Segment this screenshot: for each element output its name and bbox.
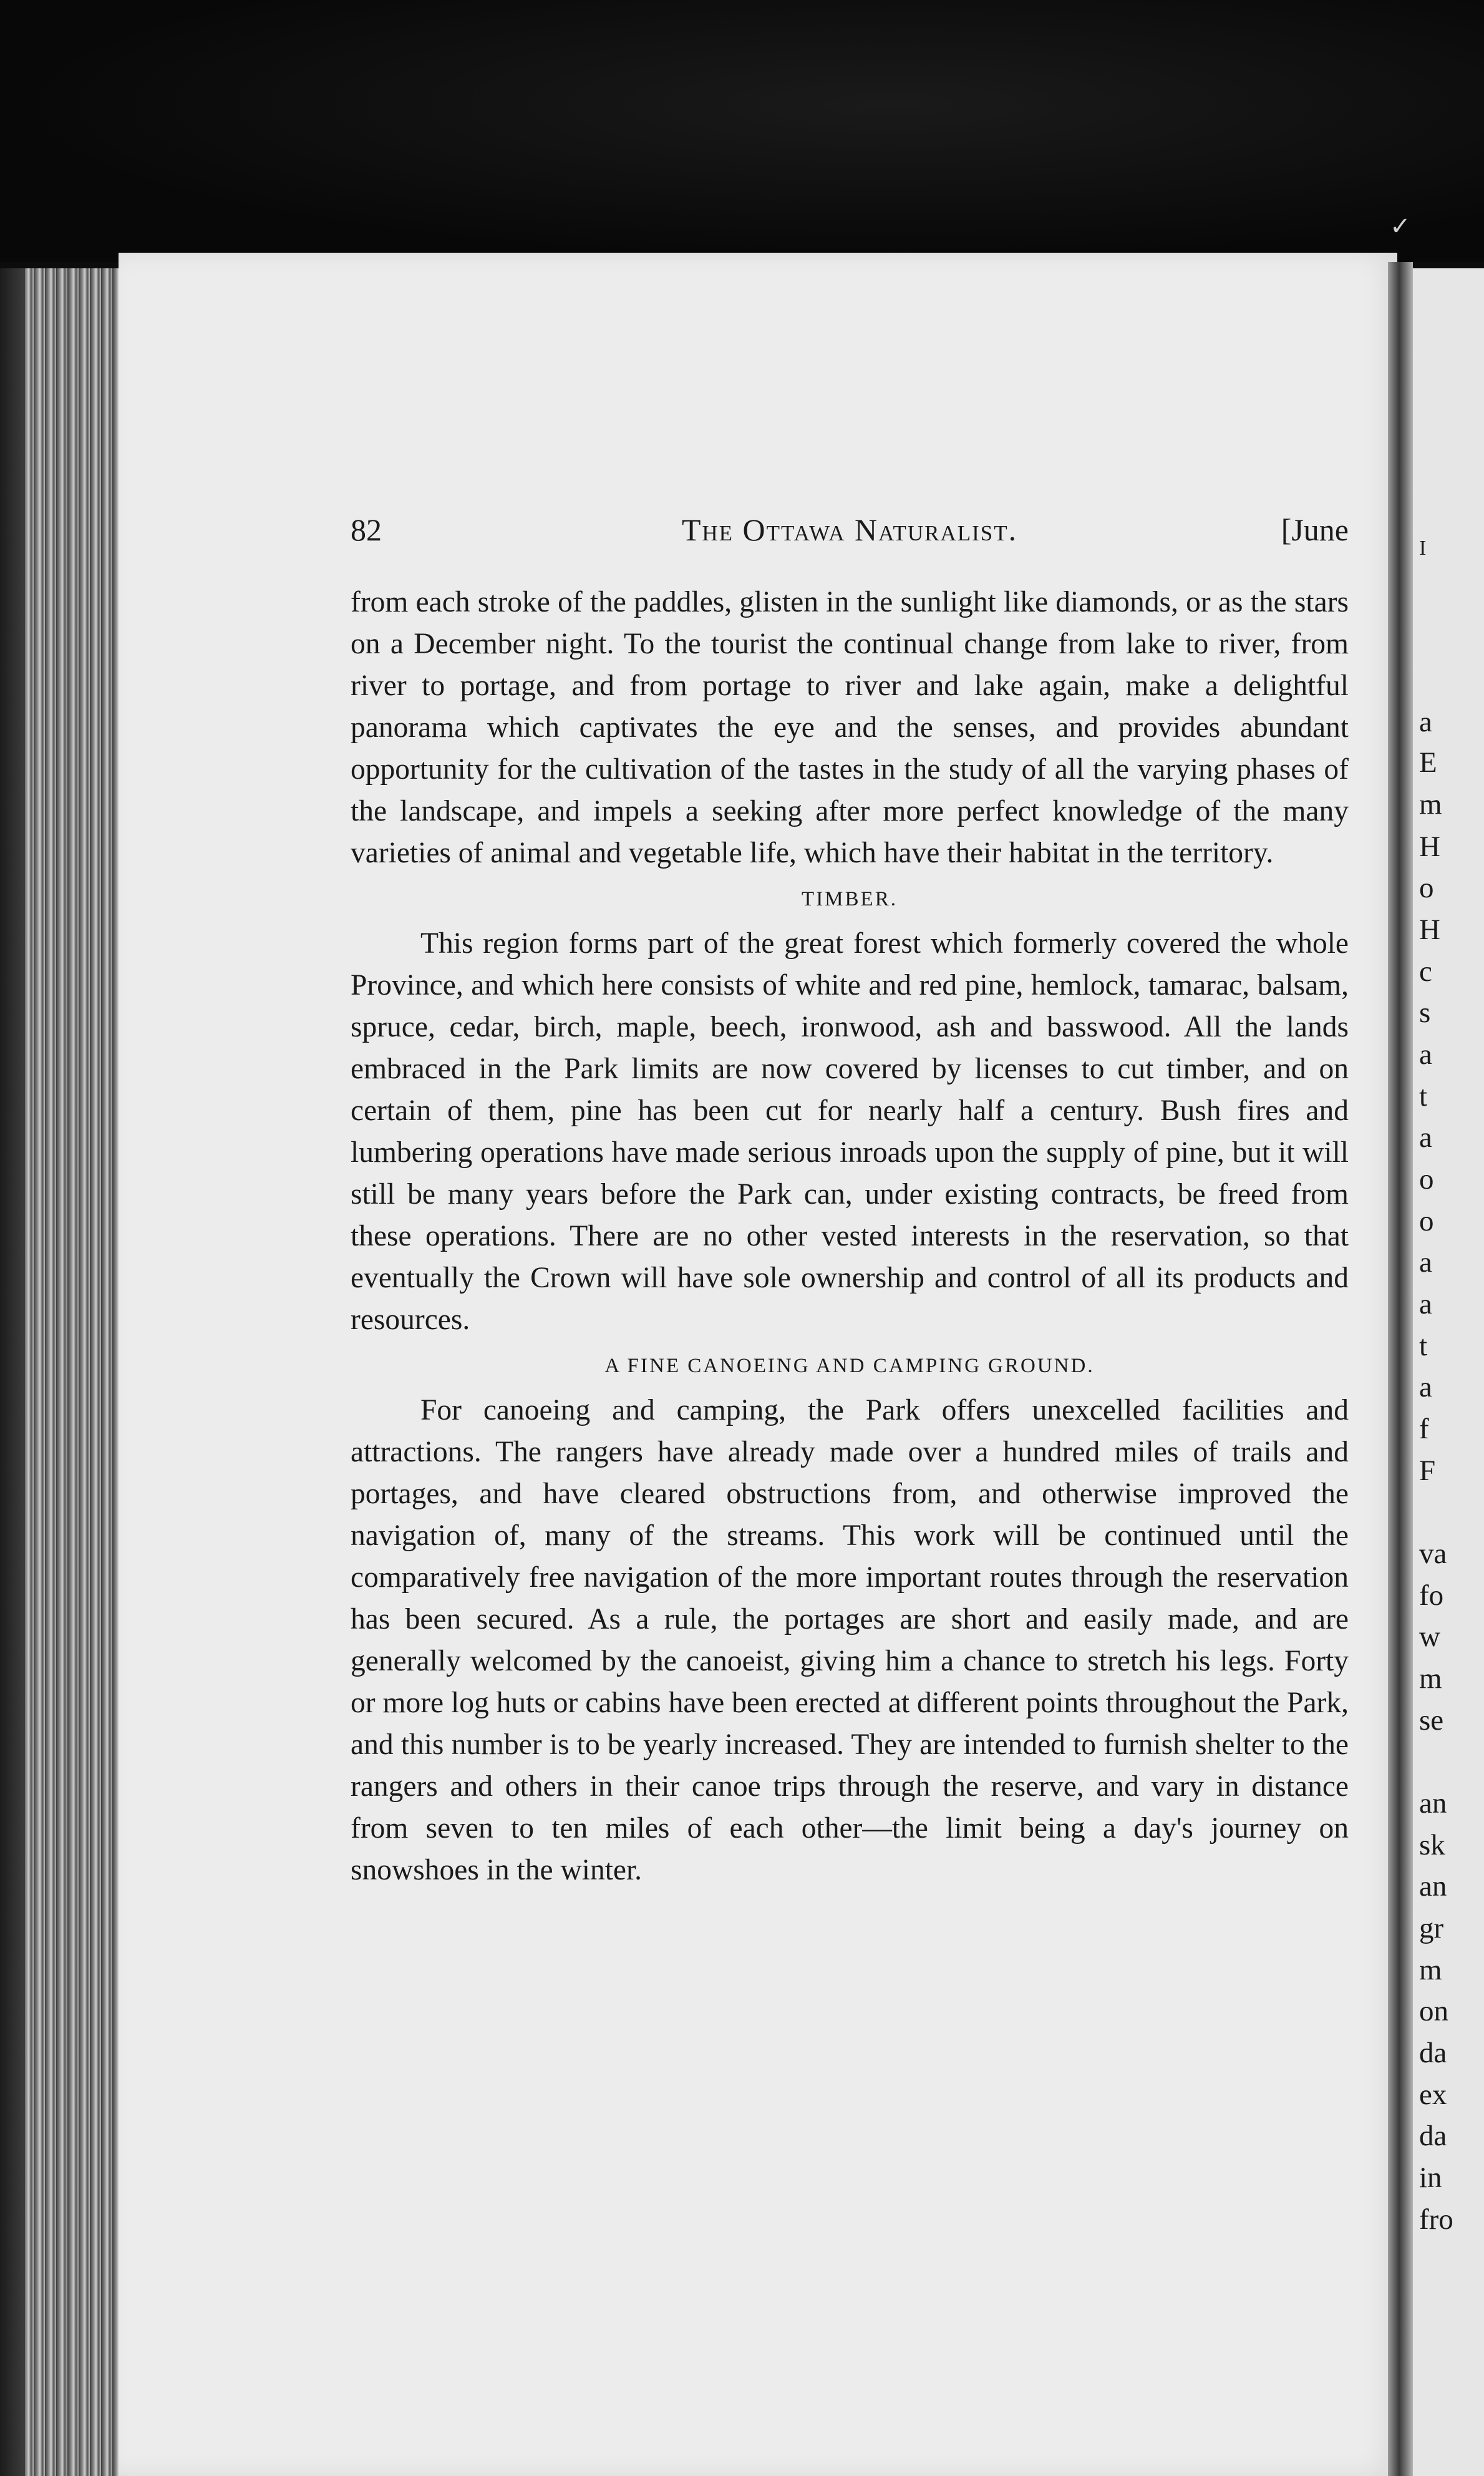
canoeing-paragraph: For canoeing and camping, the Park offers unexcelled facilities and attractions. The rangers have already made over a hundred miles of trails and portages, and have cleared obstructions from, and otherwise improved the navigation of, many of the streams. This work will be continued until the comparatively free navigation of the more important routes through the reservation has been secured. As a rule, the portages are short and easily made, and are generally welcomed by the canoeist, giving him a chance to stretch his legs. Forty or more log huts or cabins have been erected at different points throughout the Park, and this number is to be yearly increased. They are intended to furnish shelter to the rangers and others in their canoe trips through the reserve, and vary in distance from seven to ten miles of each other—the limit being a day's journey on snowshoes in the winter.	[351, 1394, 1349, 1886]
facing-page-fragment: an	[1419, 1870, 1447, 1903]
timber-heading: TIMBER.	[802, 888, 898, 910]
scan-mark: ✓	[1390, 212, 1411, 241]
facing-page-fragment: E	[1419, 746, 1437, 779]
dark-background	[0, 0, 1484, 262]
facing-page-fragment: a	[1419, 1288, 1432, 1320]
intro-paragraph: from each stroke of the paddles, glisten in the sunlight like diamonds, or as the stars on a December night. To the tourist the continual change from lake to river, from river to portage, and from portage to river and lake again, make a delightful panorama which captivates the eye and the senses, and provides abundant opportunity for the cultivation of the tastes in the study of all the varying phases of the landscape, and impels a seeking after more perfect knowledge of the many varieties of animal and vegetable life, which have their habitat in the territory.	[351, 586, 1349, 869]
facing-page-fragment: t	[1419, 1330, 1428, 1362]
facing-page-fragment: s	[1419, 997, 1431, 1029]
facing-page-fragment: t	[1419, 1080, 1428, 1113]
facing-page-fragment: a	[1419, 1038, 1432, 1071]
facing-page-fragment: in	[1419, 2162, 1442, 2194]
facing-page-fragment: m	[1419, 1954, 1442, 1986]
facing-page-fragment: fro	[1419, 2203, 1453, 2236]
facing-page-fragment: f	[1419, 1413, 1429, 1445]
journal-title: The Ottawa Naturalist.	[681, 512, 1018, 547]
facing-page-fragment: a	[1419, 1246, 1432, 1279]
facing-page-fragment: a	[1419, 706, 1432, 738]
facing-page-fragment: c	[1419, 955, 1432, 988]
facing-page-fragment: m	[1419, 1662, 1442, 1695]
facing-page-fragment: o	[1419, 1163, 1434, 1196]
article-body	[351, 582, 1349, 1891]
page-number: 82	[351, 512, 382, 547]
facing-page-fragment: a	[1419, 1121, 1432, 1154]
timber-paragraph: This region forms part of the great forest which formerly covered the whole Province, and which here consists of white and red pine, hemlock, tamarac, balsam, spruce, cedar, birch, maple, beech, ironwood, ash and basswood. All the lands embraced in the Park limits are now covered by licenses to cut timber, and on certain of them, pine has been cut for nearly half a century. Bush fires and lumbering operations have made serious inroads upon the supply of pine, but it will still be many years before the Park can, under existing contracts, be freed from these operations. There are no other vested interests in the reservation, so that eventually the Crown will have sole ownership and control of all its products and resources.	[351, 927, 1349, 1336]
facing-page-fragment: da	[1419, 2120, 1447, 2152]
facing-page-fragment: sk	[1419, 1829, 1445, 1861]
facing-page-fragment: fo	[1419, 1579, 1444, 1612]
facing-page-fragment: va	[1419, 1538, 1447, 1570]
facing-page-fragment: se	[1419, 1704, 1444, 1737]
facing-page-fragment: a	[1419, 1371, 1432, 1403]
canoeing-heading: A FINE CANOEING AND CAMPING GROUND.	[604, 1355, 1095, 1377]
facing-page-fragment: H	[1419, 831, 1440, 863]
issue-month: [June	[1281, 512, 1349, 547]
facing-page-fragment: m	[1419, 788, 1442, 821]
facing-page-fragment: o	[1419, 1205, 1434, 1237]
facing-page-fragment: da	[1419, 2037, 1447, 2069]
facing-page-fragment: o	[1419, 872, 1434, 904]
facing-page-fragment: I	[1419, 537, 1427, 560]
facing-page-fragment: an	[1419, 1787, 1447, 1820]
book-gutter	[1388, 262, 1413, 2476]
facing-page-fragment: ex	[1419, 2079, 1447, 2111]
facing-page-fragment: on	[1419, 1995, 1448, 2027]
facing-page-fragment: F	[1419, 1455, 1436, 1487]
facing-page-fragment: w	[1419, 1621, 1440, 1653]
facing-page-fragment: H	[1419, 914, 1440, 946]
facing-page-fragment: gr	[1419, 1912, 1444, 1944]
page-stack-shadow	[0, 268, 25, 2476]
running-header	[351, 512, 1349, 555]
